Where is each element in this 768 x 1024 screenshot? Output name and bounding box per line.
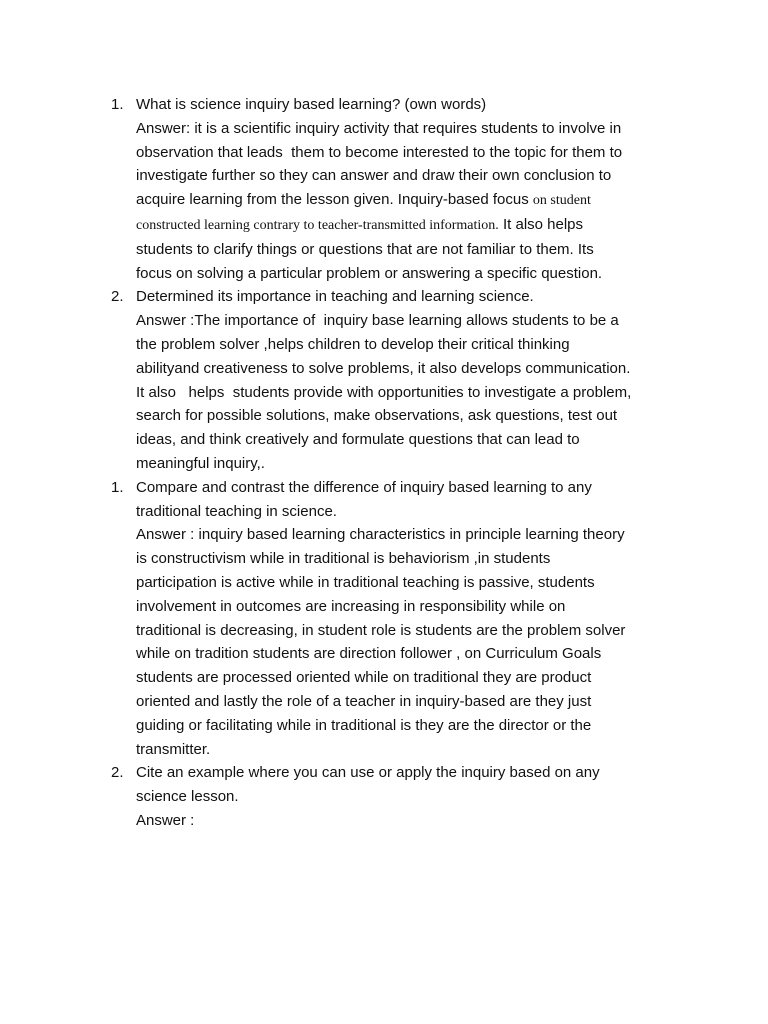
question-item bbox=[108, 476, 708, 762]
answer-line: involvement in outcomes are increasing in responsibility while on bbox=[136, 597, 566, 615]
item-number: 2. bbox=[111, 764, 124, 782]
question-list bbox=[108, 93, 708, 833]
answer-line: traditional is decreasing, in student role is students are the problem solver bbox=[136, 621, 626, 639]
item-number: 1. bbox=[111, 478, 124, 496]
item-number: 2. bbox=[111, 288, 124, 306]
answer-line: abilityand creativeness to solve problems, it also develops communication. bbox=[136, 359, 631, 377]
question-text: Determined its importance in teaching and learning science. bbox=[136, 288, 534, 306]
answer-segment-serif: constructed learning contrary to teacher-transmitted information. bbox=[136, 217, 499, 233]
answer-line: transmitter. bbox=[136, 740, 211, 758]
question-text: traditional teaching in science. bbox=[136, 502, 337, 520]
answer-label: Answer : bbox=[136, 811, 195, 829]
question-text: What is science inquiry based learning? (own words) bbox=[136, 96, 487, 113]
question-item bbox=[108, 285, 708, 475]
question-item bbox=[108, 761, 708, 832]
answer-line: Answer : inquiry based learning characteristics in principle learning theory bbox=[136, 526, 625, 544]
answer-line: students are processed oriented while on traditional they are product bbox=[136, 669, 592, 687]
answer-line: the problem solver ,helps children to develop their critical thinking bbox=[136, 335, 570, 353]
answer-line: Answer: it is a scientific inquiry activity that requires students to involve in bbox=[136, 119, 622, 137]
answer-line: guiding or facilitating while in traditional is they are the director or the bbox=[136, 716, 592, 734]
answer-line bbox=[136, 188, 708, 213]
question-text: Compare and contrast the difference of inquiry based learning to any bbox=[136, 478, 592, 496]
answer-line: Answer :The importance of inquiry base learning allows students to be a bbox=[136, 312, 619, 330]
answer-line: is constructivism while in traditional is behaviorism ,in students bbox=[136, 550, 551, 568]
answer-line bbox=[136, 213, 708, 238]
answer-line: search for possible solutions, make observations, ask questions, test out bbox=[136, 407, 618, 425]
answer-line: investigate further so they can answer and draw their own conclusion to bbox=[136, 167, 612, 185]
question-text: science lesson. bbox=[136, 788, 239, 806]
answer-line: ideas, and think creatively and formulate questions that can lead to bbox=[136, 431, 580, 449]
item-number: 1. bbox=[111, 96, 124, 113]
question-item bbox=[108, 93, 708, 285]
answer-line: participation is active while in traditional teaching is passive, students bbox=[136, 573, 595, 591]
answer-line: oriented and lastly the role of a teacher in inquiry-based are they just bbox=[136, 692, 592, 710]
answer-line: students to clarify things or questions that are not familiar to them. Its bbox=[136, 240, 594, 258]
answer-line: meaningful inquiry,. bbox=[136, 454, 265, 472]
answer-segment: It also helps bbox=[498, 215, 584, 233]
answer-line: observation that leads them to become interested to the topic for them to bbox=[136, 143, 623, 161]
answer-line: while on tradition students are direction follower , on Curriculum Goals bbox=[136, 645, 602, 663]
answer-line: focus on solving a particular problem or answering a specific question. bbox=[136, 264, 603, 282]
answer-line: It also helps students provide with opportunities to investigate a problem, bbox=[136, 383, 632, 401]
answer-segment-serif: on student bbox=[532, 193, 591, 209]
answer-segment: acquire learning from the lesson given. Inquiry-based focus bbox=[136, 191, 533, 209]
question-text: Cite an example where you can use or apply the inquiry based on any bbox=[136, 764, 600, 782]
